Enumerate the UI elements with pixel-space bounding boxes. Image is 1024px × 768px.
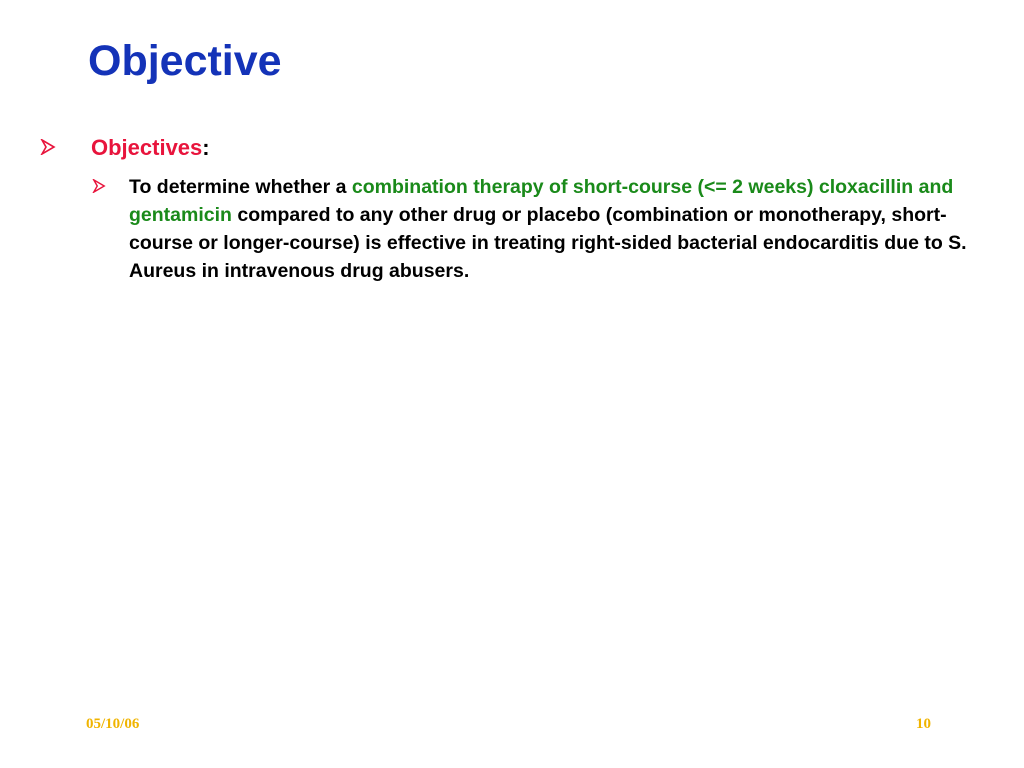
objective-highlight: combination therapy of short-course (<= 2 weeks) cloxacillin and gentamicin xyxy=(129,176,954,226)
objectives-label: Objectives xyxy=(91,135,203,160)
bullet-level1-text xyxy=(91,134,210,162)
footer-page-number: 10 xyxy=(916,716,931,732)
footer-date: 05/10/06 xyxy=(86,716,140,732)
objective-text-part2: compared to any other drug or placebo (combination or monotherapy, short-course or longer-course) is effective in treating right-sided bacterial endocarditis due to S. Aureus in intravenous drug abusers. xyxy=(129,204,967,282)
slide-title: Objective xyxy=(88,37,282,85)
objective-statement xyxy=(129,173,979,285)
objective-text-part1: To determine whether a xyxy=(129,176,352,198)
arrow-bullet-icon xyxy=(40,139,56,155)
arrow-bullet-icon xyxy=(92,179,106,193)
objectives-colon: : xyxy=(202,135,210,160)
